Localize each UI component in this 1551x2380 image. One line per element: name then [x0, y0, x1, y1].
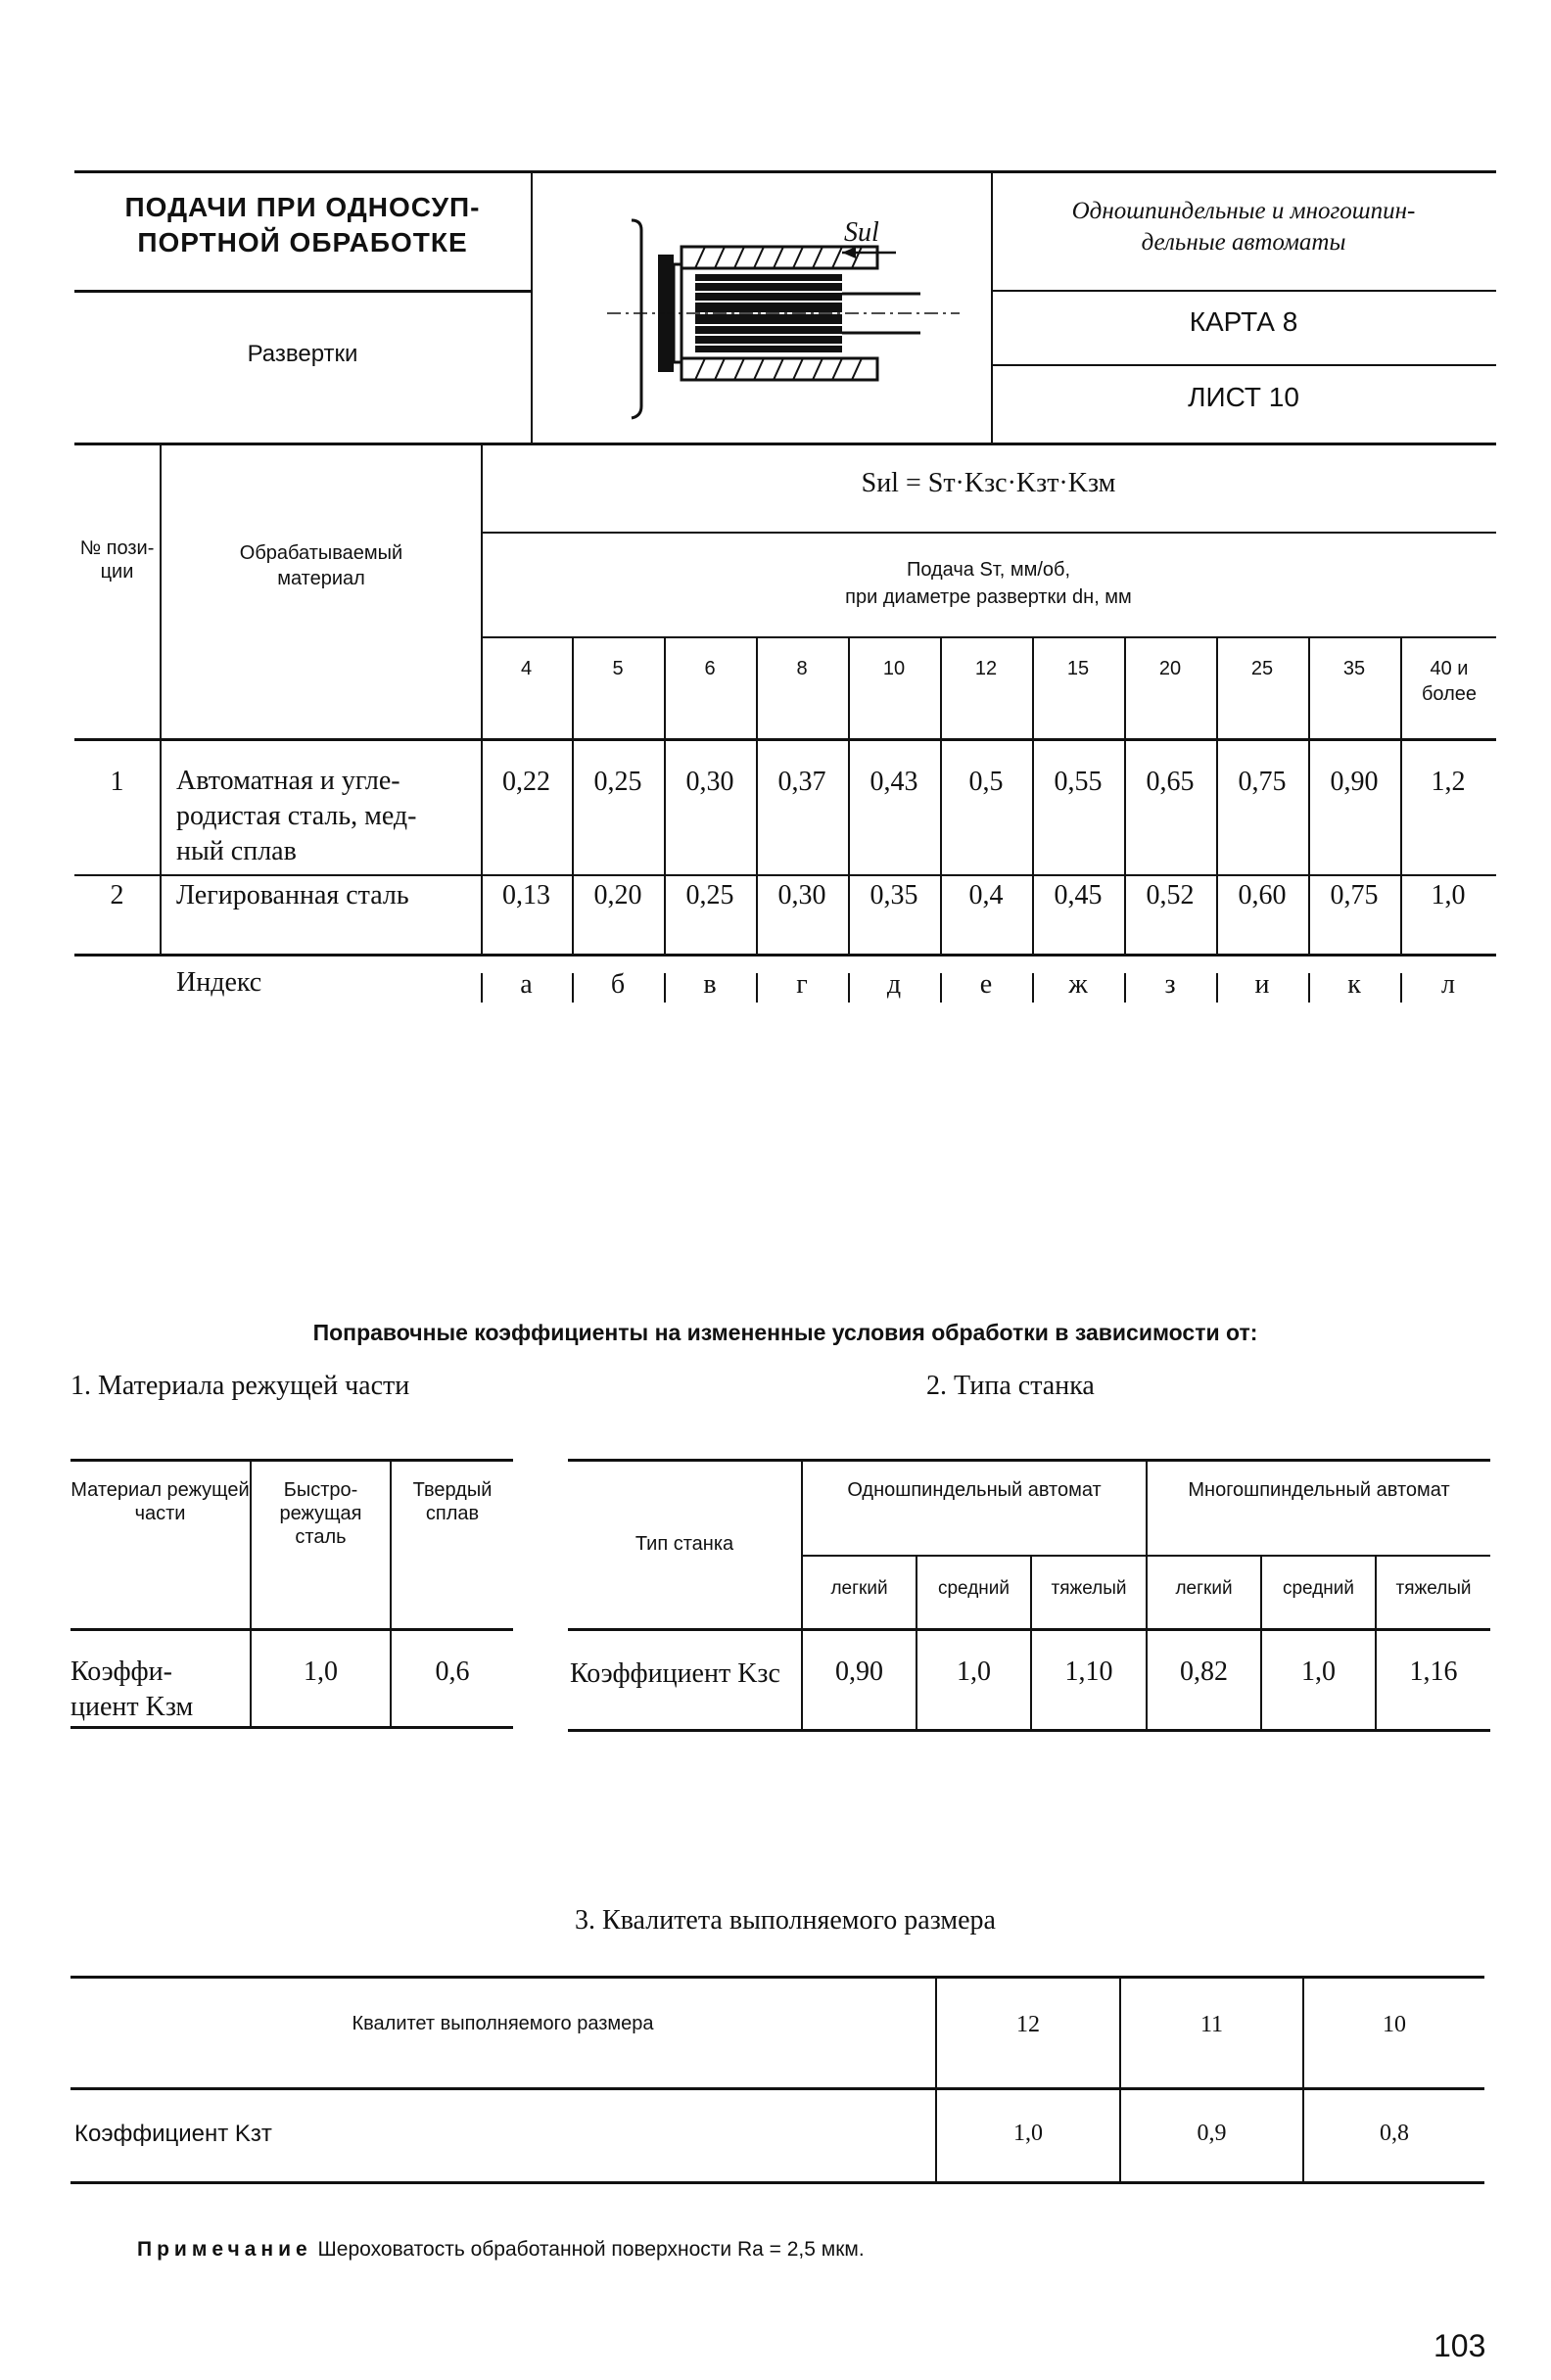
diameter-cell: 40 и более: [1421, 658, 1478, 705]
card-title: ПОДАЧИ ПРИ ОДНОСУП- ПОРТНОЙ ОБРАБОТКЕ: [124, 192, 481, 257]
t3-value: 0,8: [1380, 2121, 1409, 2146]
diameter-cell: 4: [520, 658, 533, 679]
diameter-cell: 25: [1250, 658, 1274, 679]
t1-material-header: Материал режущей части: [70, 1479, 250, 1524]
feed-value: 0,13: [502, 880, 550, 910]
t2-single-header: Одношпиндельный автомат: [847, 1479, 1102, 1501]
feed-value: 0,75: [1330, 880, 1379, 910]
t2-value: 0,90: [835, 1657, 883, 1687]
row-position: 2: [110, 880, 124, 910]
t1-hss-header: Быстро- режущая сталь: [279, 1479, 362, 1548]
feed-value: 0,43: [870, 767, 918, 797]
row-position: 1: [110, 767, 124, 797]
card-number: КАРТА 8: [1189, 306, 1298, 337]
diameter-cell: 5: [612, 658, 624, 679]
t2-value: 1,0: [1301, 1657, 1336, 1687]
section-3-title: 3. Квалитета выполняемого размера: [575, 1905, 996, 1936]
feed-value: 0,25: [685, 880, 734, 910]
t2-row-label: Коэффициент Kзс: [570, 1658, 780, 1689]
feed-value: 0,35: [870, 880, 918, 910]
index-letter: з: [1164, 969, 1176, 1000]
t1-carbide-header: Твердый сплав: [412, 1479, 493, 1524]
t2-subheader: средний: [1282, 1578, 1355, 1599]
feed-value: 0,65: [1146, 767, 1195, 797]
feed-value: 0,37: [777, 767, 826, 797]
reamer-diagram: [548, 186, 979, 431]
index-letter: д: [886, 969, 902, 1000]
feed-value: 0,52: [1146, 880, 1195, 910]
diameter-cell: 15: [1066, 658, 1090, 679]
machine-type: Одношпиндельные и многошпин- дельные автоматы: [1071, 198, 1416, 256]
t2-value: 1,0: [957, 1657, 991, 1687]
diameter-cell: 6: [704, 658, 716, 679]
t2-type-header: Тип станка: [634, 1533, 734, 1555]
index-letter: ж: [1068, 969, 1088, 1000]
diameter-cell: 8: [796, 658, 808, 679]
section-2-title: 2. Типа станка: [926, 1371, 1095, 1401]
index-letter: в: [703, 969, 717, 1000]
feed-label: Sиl: [844, 217, 879, 248]
feed-value: 0,4: [968, 880, 1004, 910]
material-header: Обрабатываемый материал: [239, 542, 403, 589]
feed-value: 0,75: [1238, 767, 1287, 797]
diameter-cell: 10: [882, 658, 906, 679]
index-letter: е: [979, 969, 993, 1000]
t3-row-label: Коэффициент Kзт: [74, 2121, 272, 2147]
section-1-title: 1. Материала режущей части: [70, 1371, 410, 1401]
feed-value: 0,25: [593, 767, 642, 797]
position-header: № пози- ции: [79, 537, 155, 583]
diameter-cell: 20: [1158, 658, 1182, 679]
note-label: Примечание: [137, 2238, 312, 2261]
t3-grade: 10: [1383, 2012, 1406, 2037]
index-letter: л: [1441, 969, 1455, 1000]
t3-grade: 12: [1016, 2012, 1040, 2037]
t2-subheader: тяжелый: [1395, 1578, 1472, 1599]
t2-subheader: средний: [937, 1578, 1010, 1599]
feed-value: 0,30: [777, 880, 826, 910]
feed-value: 0,22: [502, 767, 550, 797]
t3-grade: 11: [1199, 2012, 1224, 2037]
page-number: 103: [1434, 2328, 1486, 2363]
t3-header: Квалитет выполняемого размера: [352, 2013, 654, 2034]
feed-header: Подача Sт, мм/об, при диаметре развертки dн, мм: [845, 559, 1132, 608]
t2-subheader: легкий: [830, 1578, 888, 1599]
feed-value: 0,90: [1330, 767, 1379, 797]
index-letter: и: [1254, 969, 1270, 1000]
t1-value: 0,6: [435, 1657, 470, 1687]
feed-value: 0,60: [1238, 880, 1287, 910]
feed-value: 0,5: [968, 767, 1004, 797]
t2-value: 1,10: [1064, 1657, 1113, 1687]
t2-value: 1,16: [1409, 1657, 1458, 1687]
row-material: Легированная сталь: [176, 880, 409, 910]
t2-value: 0,82: [1180, 1657, 1228, 1687]
index-letter: к: [1347, 969, 1361, 1000]
t1-value: 1,0: [304, 1657, 338, 1687]
t3-value: 1,0: [1013, 2121, 1043, 2146]
row-material: Автоматная и угле- родистая сталь, мед- ный сплав: [176, 766, 417, 866]
sheet-number: ЛИСТ 10: [1188, 382, 1299, 412]
corrections-heading: Поправочные коэффициенты на измененные условия обработки в зависимости от:: [312, 1320, 1258, 1345]
feed-formula: Sиl = Sт·Kзс·Kзт·Kзм: [861, 468, 1116, 498]
index-letter: а: [520, 969, 533, 1000]
feed-value: 0,30: [685, 767, 734, 797]
index-label: Индекс: [176, 967, 262, 998]
t2-subheader: тяжелый: [1051, 1578, 1127, 1599]
feed-value: 1,2: [1431, 767, 1466, 797]
index-letter: г: [796, 969, 808, 1000]
t1-row-label: Коэффи- циент Kзм: [70, 1657, 194, 1722]
footnote: [137, 2238, 865, 2262]
feed-value: 0,45: [1054, 880, 1103, 910]
tool-name: Развертки: [247, 341, 358, 367]
t3-value: 0,9: [1197, 2121, 1227, 2146]
feed-value: 0,55: [1054, 767, 1103, 797]
t2-multi-header: Многошпиндельный автомат: [1188, 1479, 1450, 1501]
t2-subheader: легкий: [1175, 1578, 1233, 1599]
index-letter: б: [610, 969, 626, 1000]
feed-value: 0,20: [593, 880, 642, 910]
note-text: Шероховатость обработанной поверхности Ra = 2,5 мкм.: [317, 2238, 865, 2261]
diameter-cell: 35: [1342, 658, 1366, 679]
diameter-cell: 12: [974, 658, 998, 679]
feed-value: 1,0: [1431, 880, 1466, 910]
